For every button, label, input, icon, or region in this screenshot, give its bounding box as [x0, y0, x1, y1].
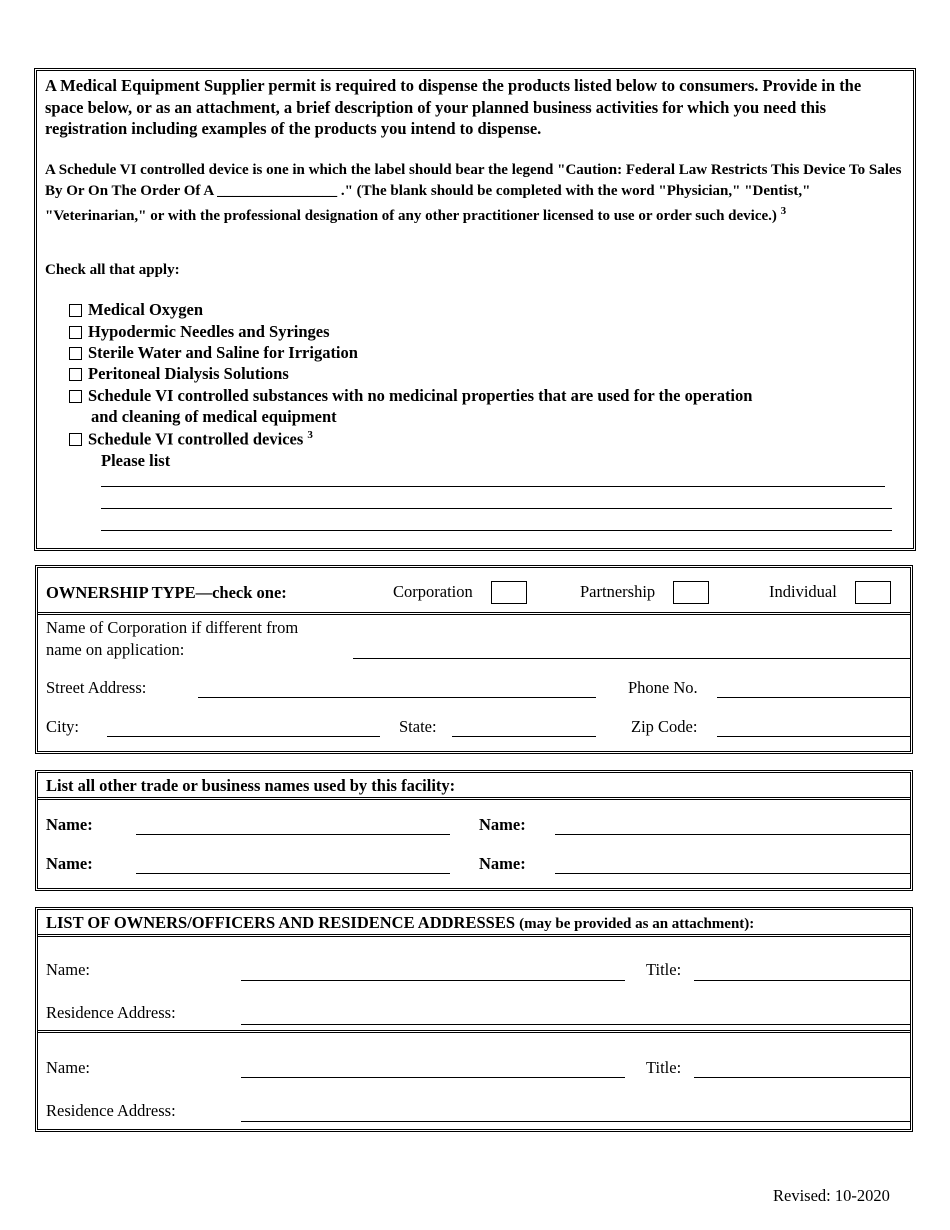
hypodermic-needles-checkbox[interactable] [69, 326, 82, 339]
medical-oxygen-label: Medical Oxygen [88, 300, 204, 319]
hypodermic-needles-label: Hypodermic Needles and Syringes [88, 322, 330, 341]
corporation-name-label-line2: name on application: [46, 639, 185, 659]
owner-title-label: Title: [646, 1058, 682, 1077]
device-list-line-2[interactable] [101, 508, 892, 509]
corporation-checkbox[interactable] [491, 581, 527, 604]
residence-address-label: Residence Address: [46, 1101, 176, 1120]
trade-name-label: Name: [46, 854, 93, 873]
divider [38, 612, 910, 615]
divider [38, 934, 910, 937]
footnote-mark: 3 [307, 429, 313, 441]
phone-field[interactable] [717, 697, 910, 698]
trade-names-section [35, 770, 913, 891]
schedule-vi-substances-label-cont: and cleaning of medical equipment [91, 407, 337, 426]
footnote-mark: 3 [780, 205, 787, 217]
state-label: State: [399, 717, 437, 736]
schedule-vi-devices-label [88, 429, 313, 450]
divider [38, 1030, 910, 1033]
trade-name-label: Name: [479, 854, 526, 873]
peritoneal-dialysis-checkbox[interactable] [69, 368, 82, 381]
owners-heading [46, 913, 754, 933]
schedule-vi-paragraph [45, 160, 903, 227]
medical-oxygen-checkbox[interactable] [69, 304, 82, 317]
residence-address-field-1[interactable] [241, 1024, 910, 1025]
schedule-vi-substances-checkbox[interactable] [69, 390, 82, 403]
trade-name-field-1[interactable] [136, 834, 450, 835]
corporation-name-label [46, 617, 298, 660]
sterile-water-label: Sterile Water and Saline for Irrigation [88, 343, 358, 362]
street-address-label: Street Address: [46, 678, 147, 697]
state-field[interactable] [452, 736, 596, 737]
check-all-label: Check all that apply: [45, 262, 180, 278]
owners-heading-text: LIST OF OWNERS/OFFICERS AND RESIDENCE ADDRESSES [46, 913, 516, 932]
residence-address-field-2[interactable] [241, 1121, 910, 1122]
schedule-vi-devices-text: Schedule VI controlled devices [88, 429, 304, 449]
trade-name-field-2[interactable] [555, 834, 910, 835]
owner-title-field-2[interactable] [694, 1077, 910, 1078]
city-field[interactable] [107, 736, 380, 737]
please-list-label: Please list [101, 451, 171, 470]
divider [38, 797, 910, 800]
street-address-field[interactable] [198, 697, 596, 698]
product-description-section [34, 68, 916, 551]
owner-name-label: Name: [46, 1058, 90, 1077]
sterile-water-checkbox[interactable] [69, 347, 82, 360]
city-label: City: [46, 717, 80, 736]
owner-name-label: Name: [46, 960, 90, 979]
schedule-vi-devices-checkbox[interactable] [69, 433, 82, 446]
individual-label: Individual [769, 582, 837, 601]
trade-name-field-4[interactable] [555, 873, 910, 874]
owner-title-label: Title: [646, 960, 682, 979]
peritoneal-dialysis-label: Peritoneal Dialysis Solutions [88, 364, 289, 383]
ownership-section [35, 565, 913, 754]
residence-address-label: Residence Address: [46, 1003, 176, 1022]
trade-name-field-3[interactable] [136, 873, 450, 874]
partnership-label: Partnership [580, 582, 656, 601]
owner-name-field-1[interactable] [241, 980, 625, 981]
zip-code-field[interactable] [717, 736, 910, 737]
revision-date: Revised: 10-2020 [773, 1186, 890, 1205]
trade-name-label: Name: [46, 815, 93, 834]
device-list-line-3[interactable] [101, 530, 892, 531]
phone-label: Phone No. [628, 678, 698, 697]
schedule-vi-text: A Schedule VI controlled device is one in which the label should bear the legend "Caution: Federal Law Restricts This Device To Sales By Or On The Order Of A ________________ ." (The blank should be completed with the word "Physician," "Dentist," "Veterinarian," or with the professional designation of any other practitioner licensed to use or order such device.) [45, 162, 902, 224]
corporation-label: Corporation [393, 582, 473, 601]
owner-name-field-2[interactable] [241, 1077, 625, 1078]
corporation-name-field[interactable] [353, 658, 910, 659]
zip-code-label: Zip Code: [631, 717, 698, 736]
intro-paragraph: A Medical Equipment Supplier permit is required to dispense the products listed below to consumers. Provide in the space below, or as an attachment, a brief description of your planned business activities for which you need this registration including examples of the products you intend to dispense. [45, 76, 862, 138]
owners-section [35, 907, 913, 1132]
trade-names-heading: List all other trade or business names used by this facility: [46, 776, 456, 795]
owners-heading-note: (may be provided as an attachment): [519, 916, 755, 932]
device-list-line-1[interactable] [101, 486, 885, 487]
corporation-name-label-line1: Name of Corporation if different from [46, 618, 299, 637]
schedule-vi-substances-label: Schedule VI controlled substances with no medicinal properties that are used for the operation [88, 386, 753, 405]
ownership-heading: OWNERSHIP TYPE—check one: [46, 583, 287, 602]
partnership-checkbox[interactable] [673, 581, 709, 604]
trade-name-label: Name: [479, 815, 526, 834]
owner-title-field-1[interactable] [694, 980, 910, 981]
individual-checkbox[interactable] [855, 581, 891, 604]
